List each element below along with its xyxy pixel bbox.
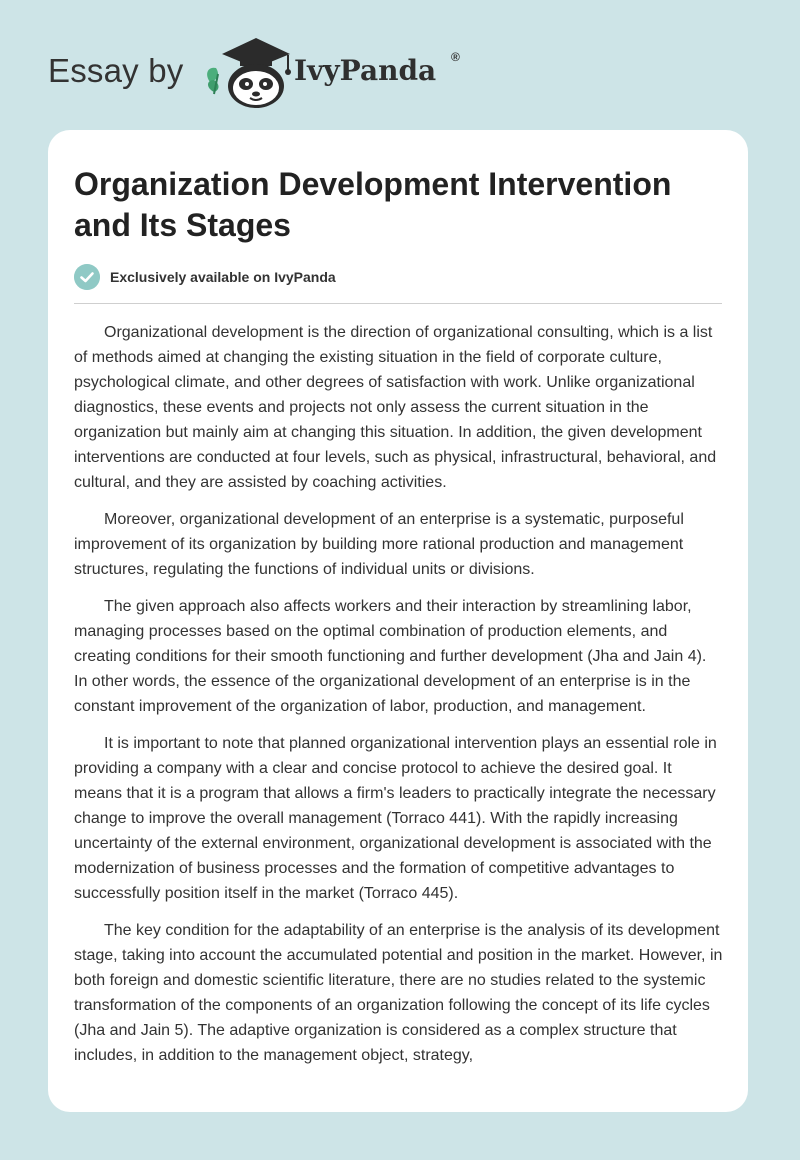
exclusive-badge-label: Exclusively available on IvyPanda <box>110 269 336 285</box>
site-header-logo[interactable] <box>48 30 488 110</box>
essay-body <box>74 320 724 1080</box>
brand-name: IvyPanda <box>294 54 437 87</box>
essay-paragraph: The given approach also affects workers and their interaction by streamlining labor, managing processes based on the optimal combination of production elements, and creating conditions for their smooth functioning and further development (Jha and Jain 4). In other words, the essence of the organizational development of an enterprise is in the constant improvement of the organization of labor, production, and management. <box>74 598 707 715</box>
essay-paragraph: The key condition for the adaptability of an enterprise is the analysis of its development stage, taking into account the accumulated potential and position in the market. However, in both foreign and domestic scientific literature, there are no studies related to the systemic transformation of the components of an organization following the concept of its life cycles (Jha and Jain 5). The adaptive organization is considered as a complex structure that includes, in addition to the management object, strategy, <box>74 922 723 1064</box>
registered-mark: ® <box>451 50 460 64</box>
essay-paragraph: It is important to note that planned organizational intervention plays an essential role in providing a company with a clear and concise protocol to achieve the desired goal. It means that it is a program that allows a firm's leaders to practically integrate the necessary change to improve the overall management (Torraco 441). With the rapidly increasing uncertainty of the external environment, organizational development is associated with the modernization of business processes and the formation of competitive advantages to successfully position itself in the market (Torraco 445). <box>74 735 717 902</box>
essay-card <box>48 130 748 1112</box>
check-circle-icon <box>74 264 100 290</box>
essay-paragraph: Organizational development is the direction of organizational consulting, which is a list of methods aimed at changing the existing situation in the field of corporate culture, psychological climate, and other degrees of satisfaction with work. Unlike organizational diagnostics, these events and projects not only assess the current situation in the organization but mainly aim at changing this situation. In addition, the given development interventions are conducted at four levels, such as physical, infrastructural, behavioral, and cultural, and they are assisted by coaching activities. <box>74 324 717 491</box>
brand-prefix: Essay by <box>48 52 184 89</box>
essay-paragraph: Moreover, organizational development of an enterprise is a systematic, purposeful improvement of its organization by building more rational production and management structures, regulating the functions of individual units or divisions. <box>74 511 684 578</box>
panda-graduate-logo-icon <box>200 30 296 110</box>
essay-title: Organization Development Intervention and Its Stages <box>74 166 672 243</box>
title-divider <box>74 303 722 304</box>
